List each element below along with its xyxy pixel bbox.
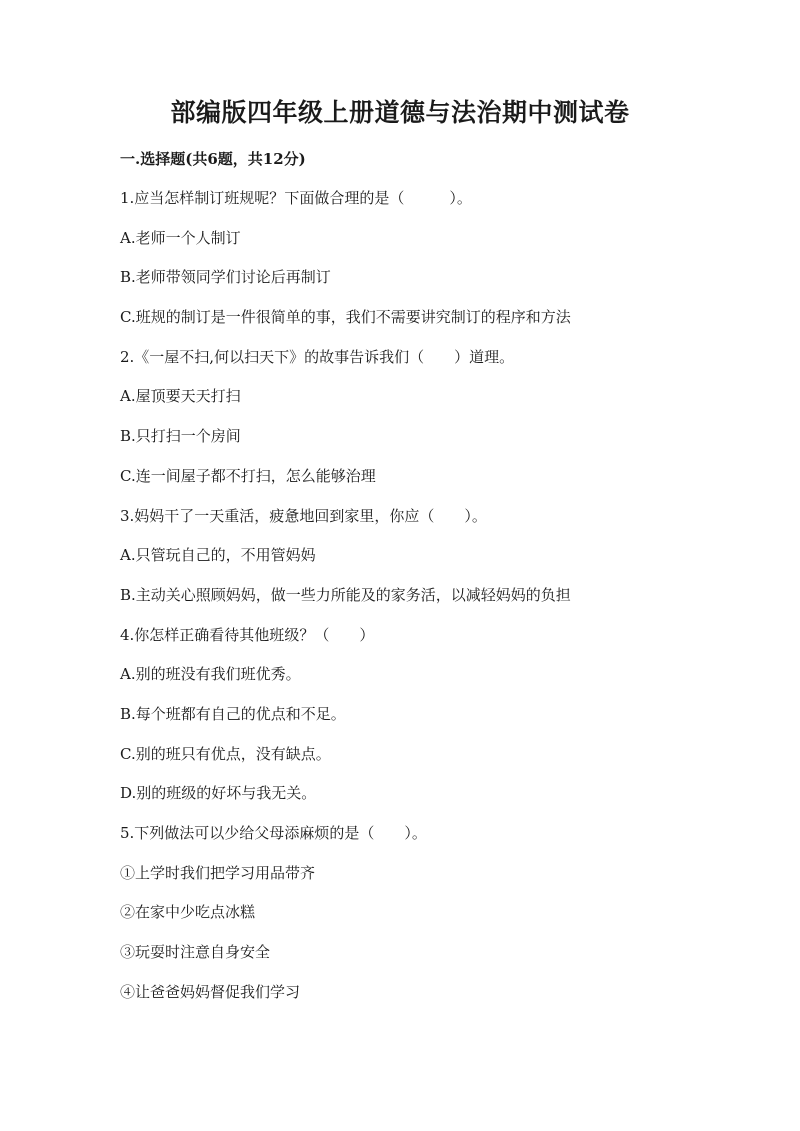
section-heading: 一.选择题(共6题，共12分) [120, 150, 306, 168]
question-2-option-b: B.只打扫一个房间 [120, 427, 241, 446]
question-5-item-1: ①上学时我们把学习用品带齐 [120, 863, 316, 882]
question-4-stem: 4.你怎样正确看待其他班级？（ ） [120, 625, 375, 644]
question-4-option-d: D.别的班级的好坏与我无关。 [120, 784, 317, 803]
question-3-option-a: A.只管玩自己的，不用管妈妈 [120, 546, 316, 565]
question-1-option-a: A.老师一个人制订 [120, 228, 241, 247]
question-2-option-c: C.连一间屋子都不打扫，怎么能够治理 [120, 466, 376, 485]
question-1-option-c: C.班规的制订是一件很简单的事，我们不需要讲究制订的程序和方法 [120, 308, 571, 327]
exam-title: 部编版四年级上册道德与法治期中测试卷 [170, 98, 630, 127]
question-1-option-b: B.老师带领同学们讨论后再制订 [120, 268, 331, 287]
question-5-item-4: ④让爸爸妈妈督促我们学习 [120, 982, 301, 1001]
question-4-option-b: B.每个班都有自己的优点和不足。 [120, 704, 346, 723]
question-1-stem: 1.应当怎样制订班规呢？下面做合理的是（ ）。 [120, 189, 472, 207]
question-5-stem: 5.下列做法可以少给父母添麻烦的是（ ）。 [120, 824, 427, 842]
question-3-option-b: B.主动关心照顾妈妈，做一些力所能及的家务活，以减轻妈妈的负担 [120, 585, 571, 604]
question-5-item-2: ②在家中少吃点冰糕 [120, 903, 256, 922]
question-list [120, 186, 720, 1019]
question-2-stem: 2.《一屋不扫,何以扫天下》的故事告诉我们（ ）道理。 [120, 347, 515, 366]
question-2-option-a: A.屋顶要天天打扫 [120, 387, 241, 406]
question-5-item-3: ③玩耍时注意自身安全 [120, 943, 271, 962]
question-4-option-c: C.别的班只有优点，没有缺点。 [120, 744, 331, 763]
question-3-stem: 3.妈妈干了一天重活，疲惫地回到家里，你应（ ）。 [120, 506, 487, 525]
question-4-option-a: A.别的班没有我们班优秀。 [120, 665, 301, 684]
